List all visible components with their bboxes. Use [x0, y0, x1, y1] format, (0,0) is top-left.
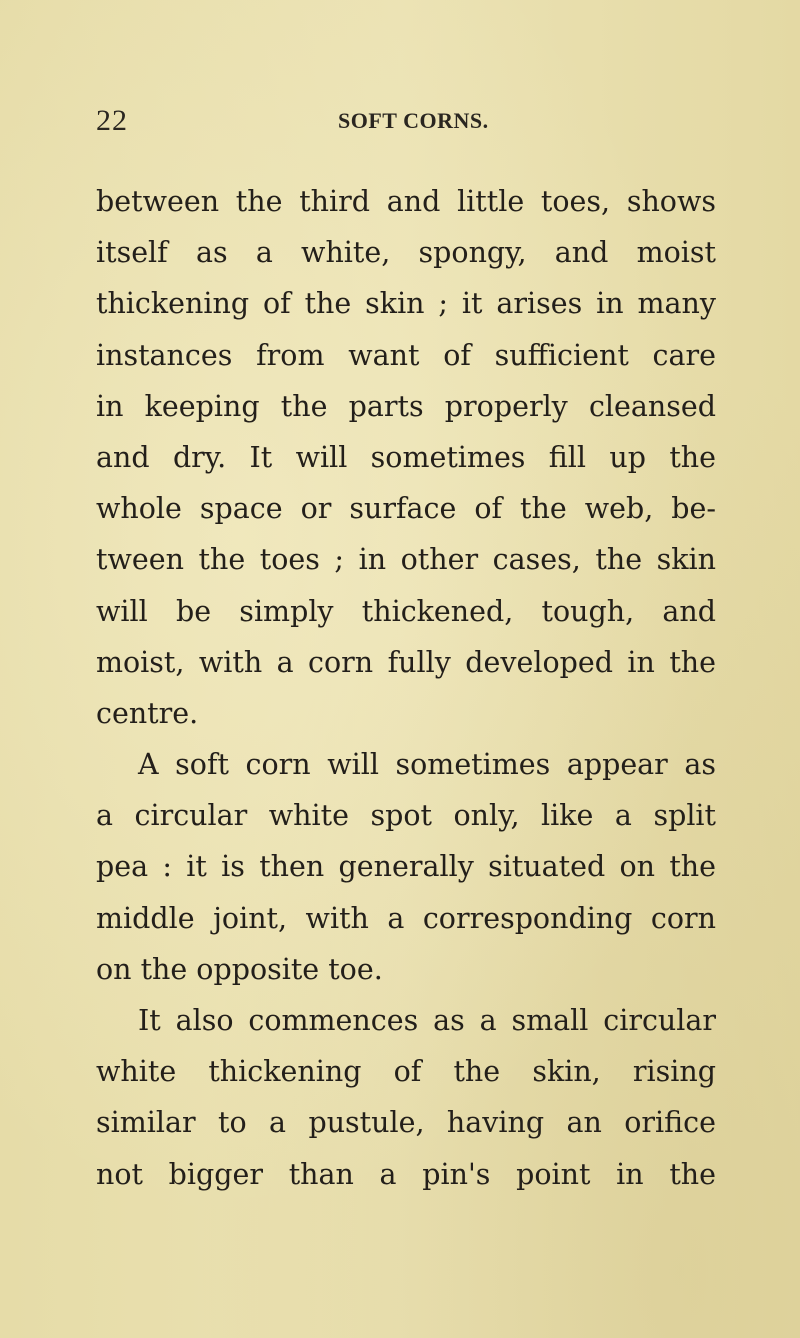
running-title: SOFT CORNS.	[338, 108, 489, 133]
text-line: middle joint, with a corresponding corn	[96, 901, 716, 935]
text-line: on the opposite toe.	[96, 952, 383, 986]
text-line: whole space or surface of the web, be-	[96, 492, 716, 526]
text-line: not bigger than a pin's point in the	[96, 1157, 716, 1191]
text-line: a circular white spot only, like a split	[96, 799, 716, 833]
text-line: A soft corn will sometimes appear as	[138, 748, 716, 782]
text-line: similar to a pustule, having an orifice	[96, 1106, 716, 1140]
text-line: pea : it is then generally situated on the	[96, 850, 716, 884]
text-line: moist, with a corn fully developed in the	[96, 645, 716, 679]
text-line: white thickening of the skin, rising	[96, 1055, 716, 1089]
running-head	[96, 104, 716, 144]
text-line: in keeping the parts properly cleansed	[96, 389, 716, 423]
text-line: It also commences as a small circular	[138, 1004, 716, 1037]
text-line: instances from want of sufficient care	[96, 338, 716, 372]
text-line: thickening of the skin ; it arises in many	[96, 287, 716, 321]
text-line: will be simply thickened, tough, and	[96, 594, 716, 628]
page-number: 22	[96, 104, 128, 137]
text-line: between the third and little toes, shows	[96, 185, 716, 218]
text-line: itself as a white, spongy, and moist	[96, 236, 716, 270]
text-line: and dry. It will sometimes fill up the	[96, 440, 716, 474]
text-line: centre.	[96, 696, 199, 730]
body-text	[96, 176, 716, 1200]
text-line: tween the toes ; in other cases, the skin	[96, 543, 716, 577]
